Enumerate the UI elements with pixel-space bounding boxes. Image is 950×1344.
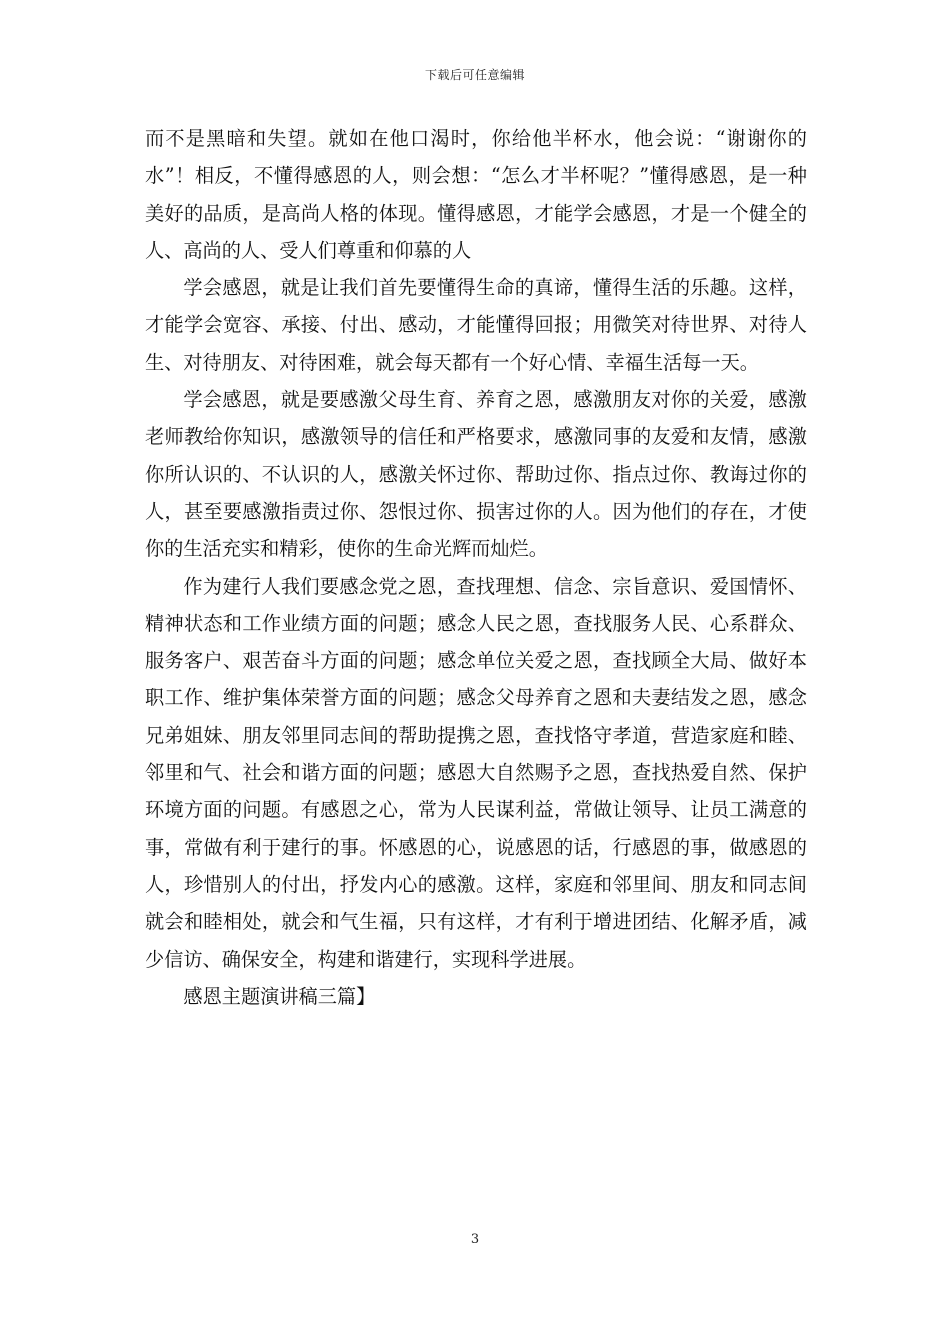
paragraph-3: 学会感恩，就是要感激父母生育、养育之恩，感激朋友对你的关爱，感激老师教给你知识，感激领导的信任和严格要求，感激同事的友爱和友情，感激你所认识的、不认识的人，感激关怀过你、帮助过你、指点过你、教诲过你的人，甚至要感激指责过你、怨恨过你、损害过你的人。因为他们的存在，才使你的生活充实和精彩，使你的生命光辉而灿烂。 [145, 388, 807, 561]
paragraph-2: 学会感恩，就是让我们首先要懂得生命的真谛，懂得生活的乐趣。这样，才能学会宽容、承接、付出、感动，才能懂得回报；用微笑对待世界、对待人生、对待朋友、对待困难，就会每天都有一个好心情、幸福生活每一天。 [145, 276, 807, 374]
paragraph-5: 感恩主题演讲稿三篇】 [183, 984, 376, 1008]
page-header: 下载后可任意编辑 [424, 68, 525, 82]
page-number: 3 [470, 1232, 480, 1247]
paragraph-4: 作为建行人我们要感念党之恩，查找理想、信念、宗旨意识、爱国情怀、精神状态和工作业绩方面的问题；感念人民之恩，查找服务人民、心系群众、服务客户、艰苦奋斗方面的问题；感念单位关爱之恩，查找顾全大局、做好本职工作、维护集体荣誉方面的问题；感念父母养育之恩和夫妻结发之恩，感念兄弟姐妹、朋友邻里同志间的帮助提携之恩，查找恪守孝道，营造家庭和睦、邻里和气、社会和谐方面的问题；感恩大自然赐予之恩，查找热爱自然、保护环境方面的问题。有感恩之心，常为人民谋利益，常做让领导、让员工满意的事，常做有利于建行的事。怀感恩的心，说感恩的话，行感恩的事，做感恩的人，珍惜别人的付出，抒发内心的感激。这样，家庭和邻里间、朋友和同志间就会和睦相处，就会和气生福，只有这样，才有利于增进团结、化解矛盾，减少信访、确保安全，构建和谐建行，实现科学进展。 [145, 574, 807, 971]
document-body [145, 120, 807, 1015]
paragraph-1: 而不是黑暗和失望。就如在他口渴时，你给他半杯水，他会说：“谢谢你的水”！相反，不懂得感恩的人，则会想：“怎么才半杯呢？”懂得感恩，是一种美好的品质，是高尚人格的体现。懂得感恩，才能学会感恩，才是一个健全的人、高尚的人、受人们尊重和仰慕的人 [145, 127, 807, 262]
